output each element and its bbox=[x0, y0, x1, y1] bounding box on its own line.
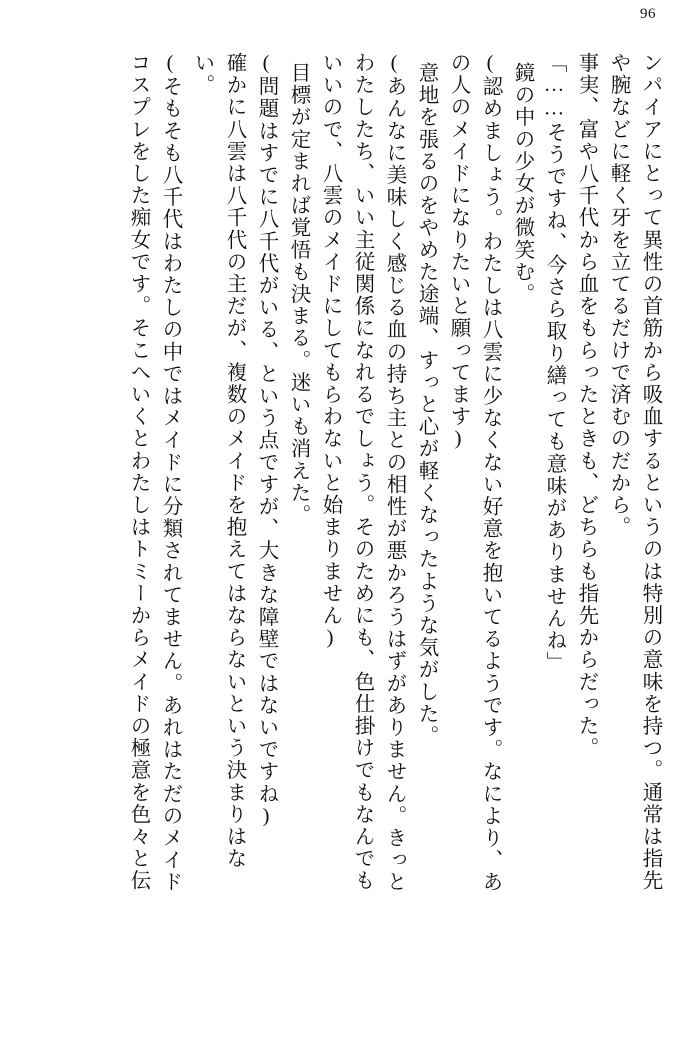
text-column: や腕などに軽く牙を立てるだけで済むのだから。 bbox=[607, 52, 629, 539]
text-column: (問題はすでに八千代がいる、という点ですが、大きな障壁ではないですね) bbox=[255, 52, 277, 829]
text-column: の人のメイドになりたいと願ってます) bbox=[447, 52, 469, 452]
page-number: 96 bbox=[640, 6, 656, 22]
text-column: 「……そうですね、今さら取り繕っても意味がありませんね」 bbox=[543, 52, 565, 674]
text-column: (認めましょう。わたしは八雲に少なくない好意を抱いてるようです。なにより、あ bbox=[479, 52, 501, 894]
text-column: 確かに八雲は八千代の主だが、複数のメイドを抱えてはならないという決まりはな bbox=[223, 52, 245, 870]
text-column: い。 bbox=[191, 52, 213, 97]
text-column: ンパイアにとって異性の首筋から吸血するというのは特別の意味を持つ。通常は指先 bbox=[639, 52, 661, 892]
text-column: いいので、八雲のメイドにしてもらわないと始まりません) bbox=[319, 52, 341, 651]
text-column: (そもそも八千代はわたしの中ではメイドに分類されてません。あれはただのメイド bbox=[159, 52, 181, 894]
text-column: 事実、富や八千代から血をもらったときも、どちらも指先からだった。 bbox=[575, 52, 597, 760]
text-column: 鏡の中の少女が微笑む。 bbox=[511, 62, 533, 306]
vertical-text-body bbox=[26, 52, 660, 1020]
text-column: コスプレをした痴女です。そこへいくとわたしはトミーからメイドの極意を色々と伝 bbox=[127, 52, 149, 892]
text-column: わたしたち、いい主従関係になれるでしょう。そのためにも、色仕掛けでもなんでも bbox=[351, 52, 373, 892]
text-column: 意地を張るのをやめた途端、すっと心が軽くなったような気がした。 bbox=[415, 62, 437, 748]
text-column: (あんなに美味しく感じる血の持ち主との相性が悪かろうはずがありません。きっと bbox=[383, 52, 405, 894]
text-column: 目標が定まれば覚悟も決まる。迷いも消えた。 bbox=[287, 62, 309, 527]
